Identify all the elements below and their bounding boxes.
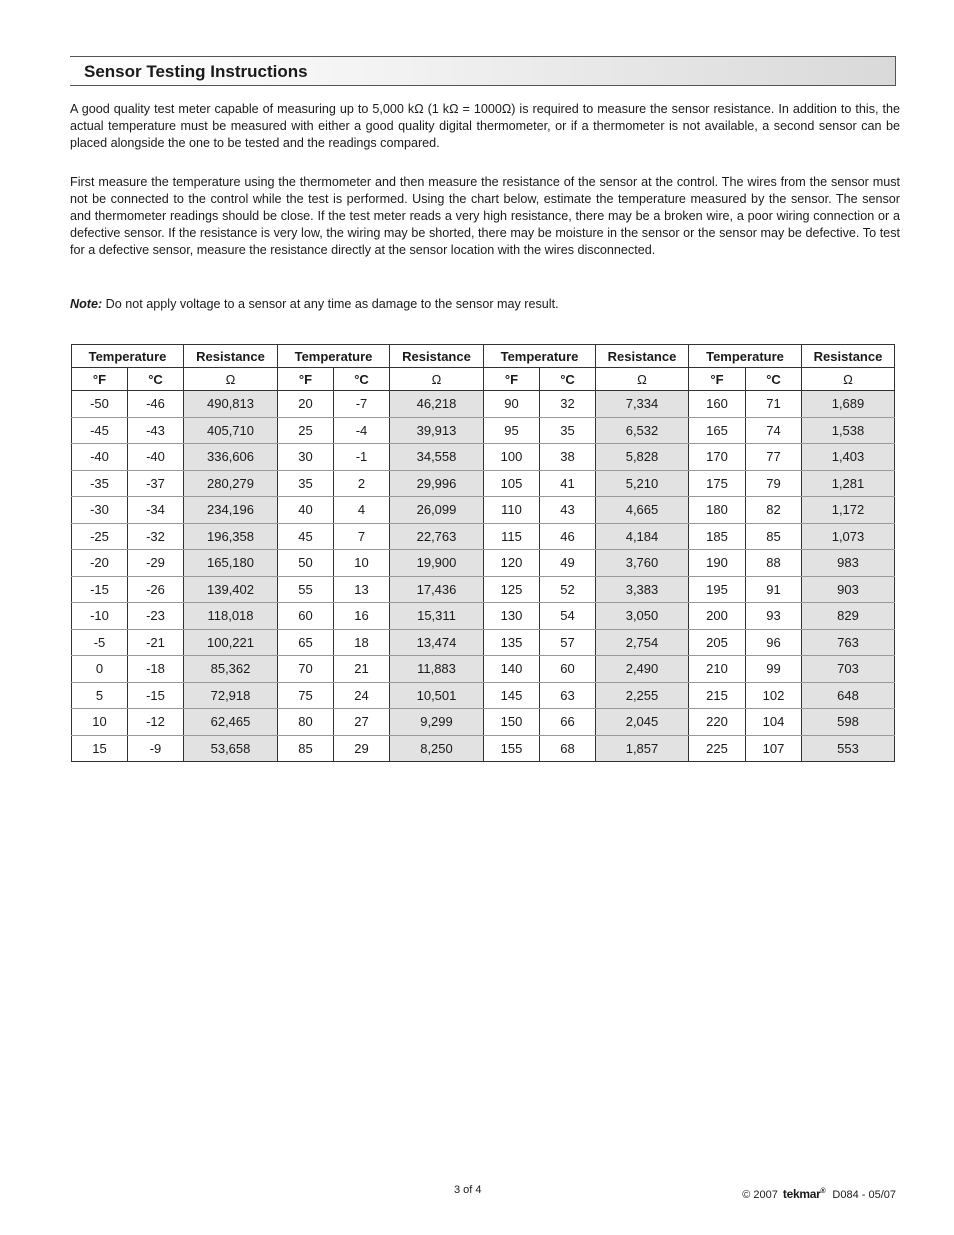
resistance-cell: 39,913 [390, 417, 484, 444]
resistance-cell: 1,403 [802, 444, 895, 471]
resistance-cell: 100,221 [184, 629, 278, 656]
resistance-cell: 598 [802, 709, 895, 736]
celsius-cell: -18 [128, 656, 184, 683]
intro-paragraph: A good quality test meter capable of measuring up to 5,000 kΩ (1 kΩ = 1000Ω) is required to measure the sensor resistance. In addition to this, the actual temperature must be measured with either a good quality digital thermometer, or if a thermometer is not available, a second sensor can be placed alongside the one to be tested and the readings compared. [70, 102, 900, 150]
celsius-cell: 88 [746, 550, 802, 577]
celsius-cell: 60 [540, 656, 596, 683]
celsius-cell: -29 [128, 550, 184, 577]
celsius-cell: 35 [540, 417, 596, 444]
celsius-cell: 43 [540, 497, 596, 524]
sensor-resistance-table [71, 344, 895, 762]
ohm-unit: Ω [390, 368, 484, 391]
resistance-cell: 165,180 [184, 550, 278, 577]
table-row [72, 576, 895, 603]
celsius-cell: -7 [334, 391, 390, 418]
fahrenheit-unit: °F [689, 368, 746, 391]
resistance-cell: 336,606 [184, 444, 278, 471]
resistance-cell: 3,383 [596, 576, 689, 603]
celsius-cell: 13 [334, 576, 390, 603]
resistance-cell: 1,281 [802, 470, 895, 497]
fahrenheit-cell: 120 [484, 550, 540, 577]
celsius-unit: °C [746, 368, 802, 391]
fahrenheit-cell: -10 [72, 603, 128, 630]
fahrenheit-cell: 80 [278, 709, 334, 736]
celsius-cell: 99 [746, 656, 802, 683]
resistance-cell: 15,311 [390, 603, 484, 630]
table-row [72, 391, 895, 418]
fahrenheit-cell: -5 [72, 629, 128, 656]
celsius-cell: 16 [334, 603, 390, 630]
table-row [72, 603, 895, 630]
fahrenheit-cell: -15 [72, 576, 128, 603]
resistance-cell: 118,018 [184, 603, 278, 630]
fahrenheit-cell: 190 [689, 550, 746, 577]
temperature-header: Temperature [689, 345, 802, 368]
celsius-cell: 79 [746, 470, 802, 497]
resistance-cell: 29,996 [390, 470, 484, 497]
resistance-header: Resistance [596, 345, 689, 368]
fahrenheit-cell: -45 [72, 417, 128, 444]
table-row [72, 417, 895, 444]
celsius-cell: 18 [334, 629, 390, 656]
resistance-cell: 1,172 [802, 497, 895, 524]
resistance-cell: 10,501 [390, 682, 484, 709]
brand-logo [783, 1187, 825, 1201]
celsius-cell: 38 [540, 444, 596, 471]
resistance-cell: 1,538 [802, 417, 895, 444]
header-row [72, 345, 895, 368]
resistance-cell: 9,299 [390, 709, 484, 736]
note-paragraph [70, 296, 900, 313]
celsius-cell: 52 [540, 576, 596, 603]
resistance-cell: 983 [802, 550, 895, 577]
celsius-cell: 63 [540, 682, 596, 709]
fahrenheit-cell: 125 [484, 576, 540, 603]
fahrenheit-cell: 75 [278, 682, 334, 709]
resistance-cell: 763 [802, 629, 895, 656]
fahrenheit-cell: 155 [484, 735, 540, 762]
fahrenheit-cell: 40 [278, 497, 334, 524]
fahrenheit-cell: 220 [689, 709, 746, 736]
celsius-cell: 46 [540, 523, 596, 550]
table-row [72, 682, 895, 709]
fahrenheit-cell: 150 [484, 709, 540, 736]
resistance-cell: 85,362 [184, 656, 278, 683]
celsius-cell: 2 [334, 470, 390, 497]
celsius-unit: °C [540, 368, 596, 391]
fahrenheit-cell: -50 [72, 391, 128, 418]
resistance-cell: 2,490 [596, 656, 689, 683]
celsius-cell: 107 [746, 735, 802, 762]
fahrenheit-cell: 30 [278, 444, 334, 471]
resistance-cell: 2,255 [596, 682, 689, 709]
fahrenheit-cell: 100 [484, 444, 540, 471]
temperature-header: Temperature [484, 345, 596, 368]
resistance-header: Resistance [802, 345, 895, 368]
celsius-cell: -4 [334, 417, 390, 444]
fahrenheit-cell: 195 [689, 576, 746, 603]
celsius-cell: -37 [128, 470, 184, 497]
table-row [72, 497, 895, 524]
fahrenheit-cell: 25 [278, 417, 334, 444]
note-label: Note: [70, 297, 103, 311]
celsius-cell: -9 [128, 735, 184, 762]
celsius-cell: -23 [128, 603, 184, 630]
fahrenheit-cell: 210 [689, 656, 746, 683]
resistance-cell: 3,760 [596, 550, 689, 577]
celsius-cell: 24 [334, 682, 390, 709]
table-body [72, 391, 895, 762]
fahrenheit-cell: 200 [689, 603, 746, 630]
celsius-cell: 74 [746, 417, 802, 444]
fahrenheit-cell: 170 [689, 444, 746, 471]
fahrenheit-cell: 225 [689, 735, 746, 762]
celsius-unit: °C [334, 368, 390, 391]
fahrenheit-cell: 20 [278, 391, 334, 418]
celsius-cell: 10 [334, 550, 390, 577]
document-id: D084 - 05/07 [832, 1189, 896, 1201]
resistance-cell: 703 [802, 656, 895, 683]
page-number: 3 of 4 [454, 1184, 482, 1196]
fahrenheit-cell: 130 [484, 603, 540, 630]
fahrenheit-cell: -30 [72, 497, 128, 524]
celsius-cell: 29 [334, 735, 390, 762]
fahrenheit-cell: 5 [72, 682, 128, 709]
celsius-cell: 68 [540, 735, 596, 762]
temperature-header: Temperature [72, 345, 184, 368]
resistance-cell: 553 [802, 735, 895, 762]
page-title: Sensor Testing Instructions [84, 62, 308, 81]
fahrenheit-cell: -25 [72, 523, 128, 550]
resistance-cell: 4,665 [596, 497, 689, 524]
resistance-header: Resistance [184, 345, 278, 368]
celsius-cell: 96 [746, 629, 802, 656]
fahrenheit-cell: 15 [72, 735, 128, 762]
table-row [72, 550, 895, 577]
table-row [72, 709, 895, 736]
copyright-text: © 2007 [742, 1189, 778, 1201]
celsius-cell: 85 [746, 523, 802, 550]
resistance-cell: 2,754 [596, 629, 689, 656]
resistance-cell: 196,358 [184, 523, 278, 550]
celsius-cell: 66 [540, 709, 596, 736]
table-row [72, 444, 895, 471]
ohm-unit: Ω [802, 368, 895, 391]
resistance-cell: 53,658 [184, 735, 278, 762]
resistance-cell: 829 [802, 603, 895, 630]
resistance-cell: 648 [802, 682, 895, 709]
resistance-cell: 6,532 [596, 417, 689, 444]
fahrenheit-cell: 205 [689, 629, 746, 656]
fahrenheit-cell: 105 [484, 470, 540, 497]
fahrenheit-cell: 215 [689, 682, 746, 709]
celsius-cell: -26 [128, 576, 184, 603]
resistance-header: Resistance [390, 345, 484, 368]
resistance-cell: 490,813 [184, 391, 278, 418]
resistance-cell: 2,045 [596, 709, 689, 736]
celsius-cell: 4 [334, 497, 390, 524]
fahrenheit-cell: 185 [689, 523, 746, 550]
fahrenheit-cell: 50 [278, 550, 334, 577]
table-row [72, 656, 895, 683]
resistance-cell: 17,436 [390, 576, 484, 603]
fahrenheit-unit: °F [278, 368, 334, 391]
footer-copyright [742, 1187, 896, 1201]
celsius-cell: -1 [334, 444, 390, 471]
fahrenheit-cell: 115 [484, 523, 540, 550]
resistance-cell: 1,689 [802, 391, 895, 418]
table-row [72, 523, 895, 550]
resistance-cell: 62,465 [184, 709, 278, 736]
celsius-cell: -32 [128, 523, 184, 550]
celsius-cell: -21 [128, 629, 184, 656]
celsius-cell: 71 [746, 391, 802, 418]
fahrenheit-cell: 0 [72, 656, 128, 683]
celsius-cell: -43 [128, 417, 184, 444]
fahrenheit-cell: 85 [278, 735, 334, 762]
celsius-cell: -46 [128, 391, 184, 418]
fahrenheit-cell: 110 [484, 497, 540, 524]
table-row [72, 470, 895, 497]
resistance-cell: 5,210 [596, 470, 689, 497]
resistance-cell: 46,218 [390, 391, 484, 418]
resistance-cell: 8,250 [390, 735, 484, 762]
resistance-cell: 7,334 [596, 391, 689, 418]
resistance-cell: 5,828 [596, 444, 689, 471]
note-text: Do not apply voltage to a sensor at any time as damage to the sensor may result. [102, 297, 559, 311]
fahrenheit-unit: °F [484, 368, 540, 391]
resistance-cell: 1,073 [802, 523, 895, 550]
celsius-unit: °C [128, 368, 184, 391]
celsius-cell: 82 [746, 497, 802, 524]
fahrenheit-cell: 10 [72, 709, 128, 736]
fahrenheit-cell: 45 [278, 523, 334, 550]
resistance-cell: 1,857 [596, 735, 689, 762]
celsius-cell: 57 [540, 629, 596, 656]
temperature-header: Temperature [278, 345, 390, 368]
ohm-unit: Ω [596, 368, 689, 391]
celsius-cell: 41 [540, 470, 596, 497]
resistance-cell: 3,050 [596, 603, 689, 630]
celsius-cell: 102 [746, 682, 802, 709]
procedure-paragraph: First measure the temperature using the thermometer and then measure the resistance of the sensor at the control. The wires from the sensor must not be connected to the control while the test is performed. Using the chart below, estimate the temperature measured by the sensor. The sensor and thermometer readings should be close. If the test meter reads a very high resistance, there may be a broken wire, a poor wiring connection or a defective sensor. If the resistance is very low, the wiring may be shorted, there may be moisture in the sensor or the sensor may be defective. To test for a defective sensor, measure the resistance directly at the sensor location with the wires disconnected. [70, 175, 900, 257]
celsius-cell: 32 [540, 391, 596, 418]
celsius-cell: 93 [746, 603, 802, 630]
celsius-cell: -12 [128, 709, 184, 736]
resistance-cell: 234,196 [184, 497, 278, 524]
fahrenheit-unit: °F [72, 368, 128, 391]
fahrenheit-cell: 95 [484, 417, 540, 444]
celsius-cell: 21 [334, 656, 390, 683]
fahrenheit-cell: 140 [484, 656, 540, 683]
resistance-cell: 11,883 [390, 656, 484, 683]
resistance-cell: 13,474 [390, 629, 484, 656]
celsius-cell: 27 [334, 709, 390, 736]
resistance-cell: 34,558 [390, 444, 484, 471]
resistance-cell: 405,710 [184, 417, 278, 444]
fahrenheit-cell: -40 [72, 444, 128, 471]
resistance-cell: 139,402 [184, 576, 278, 603]
resistance-cell: 280,279 [184, 470, 278, 497]
fahrenheit-cell: 175 [689, 470, 746, 497]
fahrenheit-cell: 135 [484, 629, 540, 656]
celsius-cell: -40 [128, 444, 184, 471]
fahrenheit-cell: 70 [278, 656, 334, 683]
celsius-cell: 7 [334, 523, 390, 550]
fahrenheit-cell: 60 [278, 603, 334, 630]
resistance-cell: 72,918 [184, 682, 278, 709]
brand-mark: ® [820, 1188, 826, 1195]
table-row [72, 629, 895, 656]
celsius-cell: 77 [746, 444, 802, 471]
fahrenheit-cell: 90 [484, 391, 540, 418]
brand-name: tekmar [782, 1187, 821, 1201]
fahrenheit-cell: 55 [278, 576, 334, 603]
table-row [72, 735, 895, 762]
fahrenheit-cell: 65 [278, 629, 334, 656]
celsius-cell: -15 [128, 682, 184, 709]
resistance-cell: 26,099 [390, 497, 484, 524]
fahrenheit-cell: 180 [689, 497, 746, 524]
celsius-cell: 104 [746, 709, 802, 736]
celsius-cell: 54 [540, 603, 596, 630]
ohm-unit: Ω [184, 368, 278, 391]
resistance-cell: 903 [802, 576, 895, 603]
fahrenheit-cell: 160 [689, 391, 746, 418]
fahrenheit-cell: 35 [278, 470, 334, 497]
celsius-cell: 91 [746, 576, 802, 603]
fahrenheit-cell: 145 [484, 682, 540, 709]
celsius-cell: -34 [128, 497, 184, 524]
resistance-cell: 4,184 [596, 523, 689, 550]
section-header [70, 56, 896, 86]
fahrenheit-cell: -20 [72, 550, 128, 577]
resistance-cell: 19,900 [390, 550, 484, 577]
celsius-cell: 49 [540, 550, 596, 577]
fahrenheit-cell: -35 [72, 470, 128, 497]
resistance-cell: 22,763 [390, 523, 484, 550]
fahrenheit-cell: 165 [689, 417, 746, 444]
units-row [72, 368, 895, 391]
